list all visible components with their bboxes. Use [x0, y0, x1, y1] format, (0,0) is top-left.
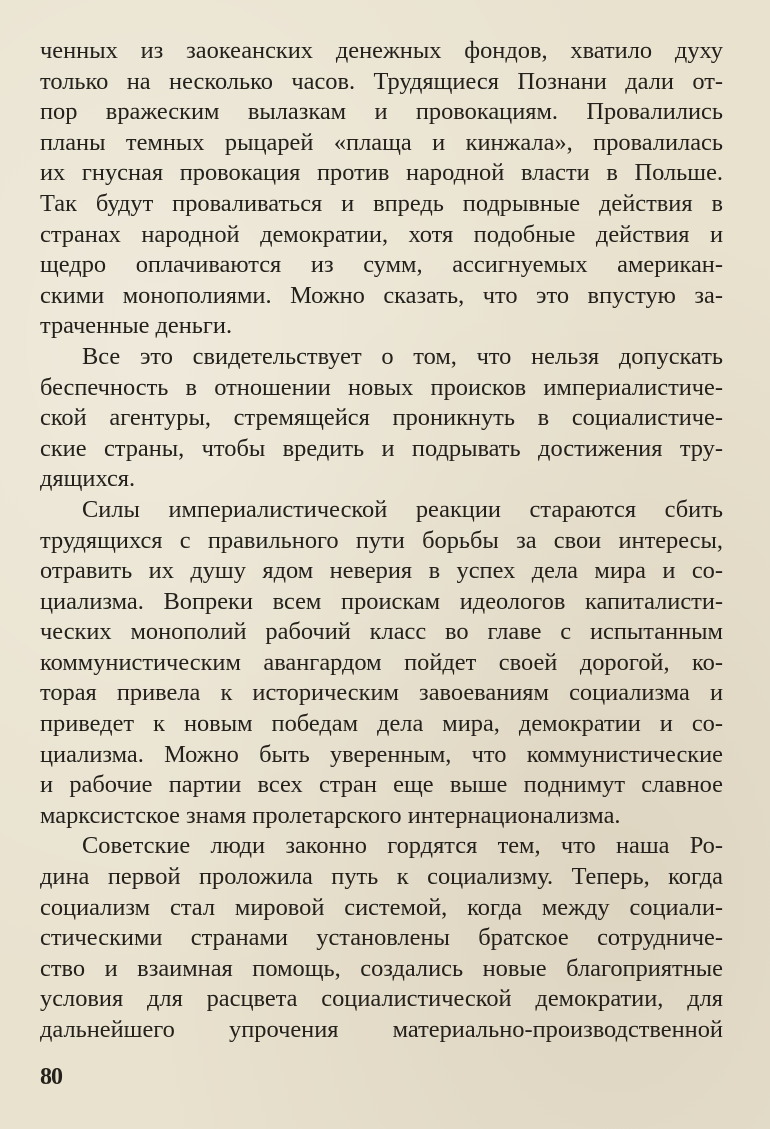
text-line: ческих монополий рабочий класс во главе с испытанным	[40, 618, 723, 646]
text-line: и рабочие партии всех стран еще выше поднимут славное	[40, 771, 723, 799]
text-line: ской агентуры, стремящейся проникнуть в социалистиче-	[40, 404, 723, 432]
text-line: марксистское знамя пролетарского интернационализма.	[40, 801, 621, 829]
text-line: только на несколько часов. Трудящиеся Познани дали от-	[40, 67, 723, 95]
text-line: странах народной демократии, хотя подобные действия и	[40, 220, 723, 248]
text-line: коммунистическим авангардом пойдет своей дорогой, ко-	[40, 648, 723, 676]
text-line: стическими странами установлены братское сотрудниче-	[40, 924, 723, 952]
page-text	[40, 36, 723, 1046]
text-line: Так будут проваливаться и впредь подрывные действия в	[40, 189, 723, 217]
text-line: торая привела к историческим завоеваниям социализма и	[40, 679, 723, 707]
text-line: их гнусная провокация против народной власти в Польше.	[40, 159, 723, 187]
text-line: скими монополиями. Можно сказать, что это впустую за-	[40, 281, 723, 309]
paragraph-start-line: Советские люди законно гордятся тем, что наша Ро-	[82, 832, 723, 860]
paragraph-start-line: Силы империалистической реакции стараются сбить	[82, 495, 723, 523]
text-line: щедро оплачиваются из сумм, ассигнуемых американ-	[40, 251, 723, 279]
text-line: беспечность в отношении новых происков империалистиче-	[40, 373, 723, 401]
text-line: циализма. Вопреки всем проискам идеологов капиталисти-	[40, 587, 723, 615]
text-line: циализма. Можно быть уверенным, что коммунистические	[40, 740, 723, 768]
paragraph-start-line: Все это свидетельствует о том, что нельзя допускать	[82, 342, 723, 370]
page-number: 80	[40, 1064, 62, 1090]
text-line: дина первой проложила путь к социализму. Теперь, когда	[40, 863, 723, 891]
text-line: ство и взаимная помощь, создались новые благоприятные	[40, 954, 723, 982]
text-line: планы темных рыцарей «плаща и кинжала», провалилась	[40, 128, 723, 156]
text-line: пор вражеским вылазкам и провокациям. Провалились	[40, 98, 723, 126]
text-line: условия для расцвета социалистической демократии, для	[40, 985, 723, 1013]
text-line: ские страны, чтобы вредить и подрывать достижения тру-	[40, 434, 723, 462]
text-line: социализм стал мировой системой, когда между социали-	[40, 893, 723, 921]
text-line: траченные деньги.	[40, 312, 233, 340]
text-line: трудящихся с правильного пути борьбы за свои интересы,	[40, 526, 723, 554]
text-line: дальнейшего упрочения материально-производственной	[40, 1016, 723, 1043]
text-line: ченных из заокеанских денежных фондов, хватило духу	[40, 37, 723, 64]
text-line: приведет к новым победам дела мира, демократии и со-	[40, 710, 723, 738]
text-line: отравить их душу ядом неверия в успех дела мира и со-	[40, 557, 723, 585]
text-line: дящихся.	[40, 465, 136, 493]
